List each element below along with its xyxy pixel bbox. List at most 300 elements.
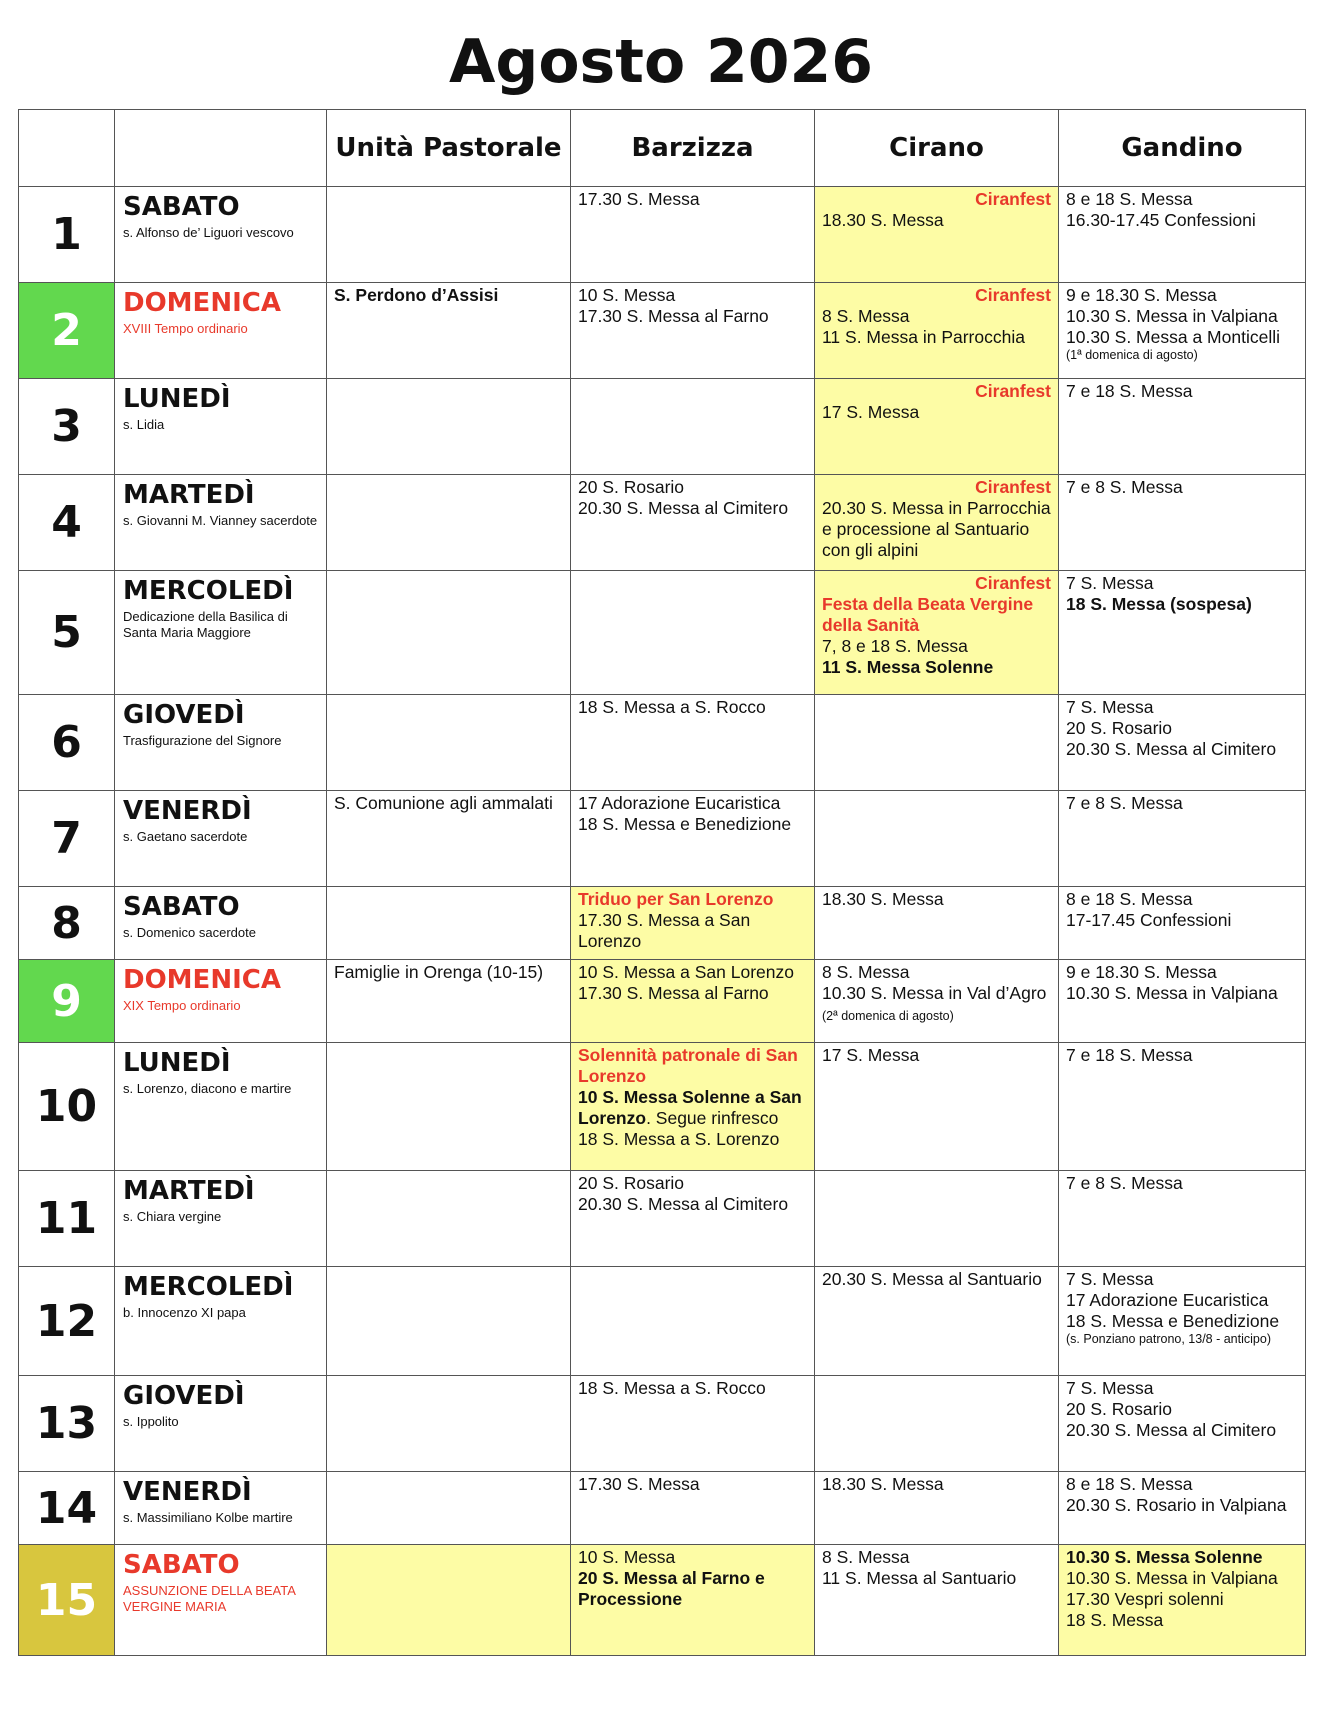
event-line: [1066, 1420, 1298, 1441]
cell-cirano: [815, 1545, 1059, 1656]
cell-up: [327, 379, 571, 475]
day-row: [19, 1472, 1306, 1545]
day-info: [115, 791, 327, 887]
event-line: [822, 889, 1051, 910]
cell-barzizza: [571, 1171, 815, 1267]
cell-cirano: [815, 1472, 1059, 1545]
event-text: 17.30 Vespri solenni: [1066, 1589, 1224, 1609]
cell-gandino: [1059, 1545, 1306, 1656]
event-line: [578, 814, 807, 835]
header-unita-pastorale: Unità Pastorale: [327, 110, 571, 187]
cell-barzizza: [571, 695, 815, 791]
event-line: [1066, 1045, 1298, 1066]
event-text: 18 S. Messa: [1066, 1610, 1164, 1630]
cell-gandino: [1059, 379, 1306, 475]
cell-barzizza: [571, 379, 815, 475]
event-line: [578, 697, 807, 718]
event-line: [1066, 697, 1298, 718]
event-text: Festa della Beata Vergine della Sanità: [822, 594, 1034, 635]
day-saint: XIX Tempo ordinario: [123, 998, 241, 1013]
day-number: 14: [19, 1472, 115, 1545]
cell-barzizza: [571, 187, 815, 283]
event-line: [1066, 573, 1298, 594]
day-number: 6: [19, 695, 115, 791]
day-name: DOMENICA: [123, 288, 281, 318]
event-text: 10.30 S. Messa in Valpiana: [1066, 1568, 1278, 1588]
event-text: 16.30-17.45 Confessioni: [1066, 210, 1256, 230]
day-row: [19, 283, 1306, 379]
event-tail: . Segue rinfresco: [646, 1108, 779, 1128]
cell-up: [327, 791, 571, 887]
cell-barzizza: [571, 283, 815, 379]
event-text: 20 S. Messa al Farno e Processione: [578, 1568, 765, 1609]
cell-gandino: [1059, 187, 1306, 283]
event-text: 18.30 S. Messa: [822, 1474, 944, 1494]
event-text: (s. Ponziano patrono, 13/8 - anticipo): [1066, 1332, 1271, 1346]
cell-up: [327, 1472, 571, 1545]
cell-gandino: [1059, 571, 1306, 695]
event-text: 20 S. Rosario: [1066, 718, 1173, 738]
day-saint: s. Lorenzo, diacono e martire: [123, 1081, 292, 1096]
day-number: 15: [19, 1545, 115, 1656]
day-info: [115, 187, 327, 283]
event-text: 17 Adorazione Eucaristica: [578, 793, 781, 813]
event-line: [822, 402, 1051, 423]
event-text: 18 S. Messa (sospesa): [1066, 594, 1252, 614]
day-name: SABATO: [123, 192, 240, 222]
cell-up: [327, 1267, 571, 1376]
event-text: Ciranfest: [975, 477, 1051, 497]
event-line: [1066, 718, 1298, 739]
event-line: [822, 983, 1051, 1025]
event-text: 8 e 18 S. Messa: [1066, 889, 1193, 909]
event-text: Ciranfest: [975, 285, 1051, 305]
event-text: 18 S. Messa a S. Lorenzo: [578, 1129, 780, 1149]
event-line: [822, 962, 1051, 983]
event-text: 10.30 S. Messa in Valpiana: [1066, 306, 1278, 326]
event-line: [822, 477, 1051, 498]
event-text: 17.30 S. Messa al Farno: [578, 306, 769, 326]
event-text: 20.30 S. Messa al Santuario: [822, 1269, 1042, 1289]
day-info: [115, 960, 327, 1043]
page-title: Agosto 2026: [448, 27, 874, 97]
day-info: [115, 695, 327, 791]
day-saint: s. Giovanni M. Vianney sacerdote: [123, 513, 318, 528]
event-line: [334, 962, 563, 983]
header-gandino: Gandino: [1059, 110, 1306, 187]
day-row: [19, 379, 1306, 475]
event-text: 18 S. Messa a S. Rocco: [578, 1378, 766, 1398]
day-saint: s. Chiara vergine: [123, 1209, 222, 1224]
cell-barzizza: [571, 571, 815, 695]
event-line: [822, 636, 1051, 657]
event-line: [578, 962, 807, 983]
day-saint: s. Ippolito: [123, 1414, 179, 1429]
day-row: [19, 1267, 1306, 1376]
event-line: [822, 657, 1051, 678]
cell-barzizza: [571, 1267, 815, 1376]
event-text: 17 Adorazione Eucaristica: [1066, 1290, 1269, 1310]
event-text: 10.30 S. Messa Solenne: [1066, 1547, 1263, 1567]
event-text: 17.30 S. Messa al Farno: [578, 983, 769, 1003]
event-line: [1066, 1568, 1298, 1589]
cell-up: [327, 571, 571, 695]
event-text: 7 e 8 S. Messa: [1066, 1173, 1183, 1193]
day-name: MARTEDÌ: [123, 1176, 255, 1206]
event-text: Ciranfest: [975, 381, 1051, 401]
event-text: 18.30 S. Messa: [822, 889, 944, 909]
event-line: [1066, 1474, 1298, 1495]
day-number: 1: [19, 187, 115, 283]
cell-gandino: [1059, 1267, 1306, 1376]
event-text: 20.30 S. Messa al Cimitero: [1066, 739, 1277, 759]
event-text: 10 S. Messa: [578, 1547, 676, 1567]
event-line: [822, 306, 1051, 327]
cell-up: [327, 1376, 571, 1472]
event-line: [578, 189, 807, 210]
event-text: 20.30 S. Messa al Cimitero: [578, 498, 789, 518]
day-number: 13: [19, 1376, 115, 1472]
event-line: [1066, 1547, 1298, 1568]
cell-cirano: [815, 379, 1059, 475]
event-text: 7 S. Messa: [1066, 1269, 1154, 1289]
day-info: [115, 1376, 327, 1472]
day-name: SABATO: [123, 892, 240, 922]
event-line: [578, 1045, 807, 1087]
event-text: Triduo per San Lorenzo: [578, 889, 774, 909]
event-line: [578, 1547, 807, 1568]
cell-gandino: [1059, 1043, 1306, 1171]
event-line: [1066, 1269, 1298, 1290]
event-text: 20.30 S. Messa al Cimitero: [1066, 1420, 1277, 1440]
cell-cirano: [815, 187, 1059, 283]
day-saint: Dedicazione della Basilica di Santa Maria Maggiore: [123, 609, 288, 640]
event-text: Famiglie in Orenga (10-15): [334, 962, 544, 982]
day-number: 2: [19, 283, 115, 379]
day-info: [115, 379, 327, 475]
event-text: 9 e 18.30 S. Messa: [1066, 962, 1217, 982]
event-line: [1066, 285, 1298, 306]
day-name: VENERDÌ: [123, 1477, 252, 1507]
day-info: [115, 571, 327, 695]
day-saint: Trasfigurazione del Signore: [123, 733, 282, 748]
cell-cirano: [815, 475, 1059, 571]
cell-cirano: [815, 1171, 1059, 1267]
event-line: [1066, 962, 1298, 983]
cell-gandino: [1059, 475, 1306, 571]
cell-gandino: [1059, 283, 1306, 379]
event-line: [1066, 594, 1298, 615]
calendar-table: [18, 109, 1306, 1656]
cell-cirano: [815, 1376, 1059, 1472]
day-number: 12: [19, 1267, 115, 1376]
cell-up: [327, 960, 571, 1043]
event-line: [822, 1269, 1051, 1290]
event-text: 17.30 S. Messa: [578, 1474, 700, 1494]
event-text: 10.30 S. Messa a Monticelli: [1066, 327, 1280, 347]
day-name: GIOVEDÌ: [123, 1381, 245, 1411]
event-text: 7, 8 e 18 S. Messa: [822, 636, 968, 656]
day-info: [115, 1043, 327, 1171]
cell-barzizza: [571, 887, 815, 960]
event-line: [578, 1378, 807, 1399]
event-text: 11 S. Messa Solenne: [822, 657, 994, 677]
cell-gandino: [1059, 960, 1306, 1043]
day-name: MERCOLEDÌ: [123, 1272, 294, 1302]
event-line: [578, 285, 807, 306]
event-text: 8 S. Messa: [822, 306, 910, 326]
event-line: [1066, 381, 1298, 402]
event-text: 20 S. Rosario: [1066, 1399, 1173, 1419]
cell-cirano: [815, 571, 1059, 695]
event-line: [822, 1045, 1051, 1066]
day-number: 4: [19, 475, 115, 571]
event-line: [1066, 348, 1298, 363]
event-line: [578, 793, 807, 814]
event-line: [822, 189, 1051, 210]
event-line: [1066, 1173, 1298, 1194]
header-barzizza: Barzizza: [571, 110, 815, 187]
event-line: [1066, 889, 1298, 910]
cell-up: [327, 187, 571, 283]
event-line: [334, 793, 563, 814]
day-saint: XVIII Tempo ordinario: [123, 321, 248, 336]
day-saint: s. Gaetano sacerdote: [123, 829, 248, 844]
event-line: [334, 285, 563, 306]
event-text: (1ª domenica di agosto): [1066, 348, 1198, 362]
day-number: 10: [19, 1043, 115, 1171]
event-line: [1066, 477, 1298, 498]
event-line: [822, 573, 1051, 594]
cell-up: [327, 1171, 571, 1267]
event-line: [578, 1568, 807, 1610]
day-row: [19, 571, 1306, 695]
day-name: SABATO: [123, 1550, 240, 1580]
day-info: [115, 1545, 327, 1656]
event-line: [578, 306, 807, 327]
event-text: 10.30 S. Messa in Valpiana: [1066, 983, 1278, 1003]
event-line: [1066, 210, 1298, 231]
day-name: MARTEDÌ: [123, 480, 255, 510]
event-text: 7 S. Messa: [1066, 573, 1154, 593]
cell-cirano: [815, 1043, 1059, 1171]
event-text: 18 S. Messa e Benedizione: [1066, 1311, 1280, 1331]
day-row: [19, 1171, 1306, 1267]
event-line: [578, 1129, 807, 1150]
event-text: 17.30 S. Messa: [578, 189, 700, 209]
day-row: [19, 887, 1306, 960]
event-line: [822, 498, 1051, 561]
event-text: 10 S. Messa Solenne a San Lorenzo: [578, 1087, 802, 1128]
event-text: 8 S. Messa: [822, 962, 910, 982]
event-line: [822, 327, 1051, 348]
day-row: [19, 475, 1306, 571]
event-text: 10.30 S. Messa in Val d’Agro: [822, 983, 1047, 1003]
event-text: 9 e 18.30 S. Messa: [1066, 285, 1217, 305]
cell-cirano: [815, 283, 1059, 379]
day-saint: b. Innocenzo XI papa: [123, 1305, 246, 1320]
day-row: [19, 1376, 1306, 1472]
event-text: 18 S. Messa e Benedizione: [578, 814, 792, 834]
event-line: [1066, 983, 1298, 1004]
cell-barzizza: [571, 1043, 815, 1171]
cell-barzizza: [571, 1545, 815, 1656]
event-text: 17-17.45 Confessioni: [1066, 910, 1232, 930]
day-row: [19, 791, 1306, 887]
event-line: [1066, 793, 1298, 814]
day-name: LUNEDÌ: [123, 1048, 231, 1078]
event-text: 11 S. Messa in Parrocchia: [822, 327, 1025, 347]
event-text: 17 S. Messa: [822, 402, 920, 422]
event-line: [1066, 1311, 1298, 1332]
cell-barzizza: [571, 1376, 815, 1472]
event-text: 18.30 S. Messa: [822, 210, 944, 230]
event-text: 8 e 18 S. Messa: [1066, 1474, 1193, 1494]
day-name: LUNEDÌ: [123, 384, 231, 414]
event-line: [578, 1474, 807, 1495]
cell-up: [327, 695, 571, 791]
event-line: [1066, 739, 1298, 760]
event-line: [1066, 910, 1298, 931]
cell-cirano: [815, 791, 1059, 887]
event-line: [578, 477, 807, 498]
header-row: [19, 110, 1306, 187]
event-line: [822, 1474, 1051, 1495]
event-text: 20.30 S. Messa al Cimitero: [578, 1194, 789, 1214]
day-saint: s. Alfonso de’ Liguori vescovo: [123, 225, 294, 240]
cell-barzizza: [571, 475, 815, 571]
header-day: [115, 110, 327, 187]
day-name: DOMENICA: [123, 965, 281, 995]
cell-gandino: [1059, 695, 1306, 791]
event-text: 7 e 18 S. Messa: [1066, 1045, 1193, 1065]
event-text: 7 S. Messa: [1066, 1378, 1154, 1398]
event-text: 20.30 S. Rosario in Valpiana: [1066, 1495, 1287, 1515]
event-text: 18 S. Messa a S. Rocco: [578, 697, 766, 717]
day-info: [115, 887, 327, 960]
event-text: 17.30 S. Messa a San Lorenzo: [578, 910, 751, 951]
day-number: 8: [19, 887, 115, 960]
cell-barzizza: [571, 960, 815, 1043]
event-text: 10 S. Messa: [578, 285, 676, 305]
event-line: [578, 1087, 807, 1129]
event-line: [822, 1547, 1051, 1568]
cell-cirano: [815, 1267, 1059, 1376]
event-line: [578, 1173, 807, 1194]
cell-up: [327, 887, 571, 960]
day-number: 11: [19, 1171, 115, 1267]
event-text: 11 S. Messa al Santuario: [822, 1568, 1017, 1588]
day-row: [19, 695, 1306, 791]
day-number: 9: [19, 960, 115, 1043]
day-saint: s. Lidia: [123, 417, 165, 432]
event-text: 20 S. Rosario: [578, 1173, 685, 1193]
cell-cirano: [815, 887, 1059, 960]
event-text: 7 e 8 S. Messa: [1066, 793, 1183, 813]
event-line: [822, 594, 1051, 636]
day-row: [19, 1043, 1306, 1171]
cell-gandino: [1059, 1171, 1306, 1267]
day-info: [115, 1267, 327, 1376]
event-line: [578, 889, 807, 910]
event-line: [1066, 327, 1298, 348]
event-line: [1066, 306, 1298, 327]
event-line: [1066, 1495, 1298, 1516]
event-text: S. Comunione agli ammalati: [334, 793, 553, 813]
event-text: S. Perdono d’Assisi: [334, 285, 499, 305]
event-line: [822, 210, 1051, 231]
event-line: [578, 1194, 807, 1215]
day-saint: s. Domenico sacerdote: [123, 925, 256, 940]
event-line: [1066, 1378, 1298, 1399]
event-line: [1066, 189, 1298, 210]
event-text: 8 e 18 S. Messa: [1066, 189, 1193, 209]
cell-cirano: [815, 695, 1059, 791]
day-info: [115, 283, 327, 379]
day-name: VENERDÌ: [123, 796, 252, 826]
day-info: [115, 1171, 327, 1267]
day-number: 7: [19, 791, 115, 887]
day-info: [115, 475, 327, 571]
event-text: 10 S. Messa a San Lorenzo: [578, 962, 794, 982]
event-text: 17 S. Messa: [822, 1045, 920, 1065]
day-row: [19, 187, 1306, 283]
cell-barzizza: [571, 1472, 815, 1545]
day-name: GIOVEDÌ: [123, 700, 245, 730]
event-line: [1066, 1610, 1298, 1631]
event-text: 8 S. Messa: [822, 1547, 910, 1567]
event-text: 20 S. Rosario: [578, 477, 685, 497]
event-line: [1066, 1589, 1298, 1610]
cell-up: [327, 1545, 571, 1656]
event-text: Ciranfest: [975, 573, 1051, 593]
event-text: Ciranfest: [975, 189, 1051, 209]
day-number: 5: [19, 571, 115, 695]
event-text: 7 e 8 S. Messa: [1066, 477, 1183, 497]
cell-cirano: [815, 960, 1059, 1043]
event-line: [1066, 1332, 1298, 1347]
cell-gandino: [1059, 887, 1306, 960]
event-line: [822, 1568, 1051, 1589]
event-text: Solennità patronale di San Lorenzo: [578, 1045, 798, 1086]
event-line: [578, 983, 807, 1004]
cell-up: [327, 1043, 571, 1171]
event-text: 7 S. Messa: [1066, 697, 1154, 717]
cell-barzizza: [571, 791, 815, 887]
header-num: [19, 110, 115, 187]
day-row: [19, 960, 1306, 1043]
cell-up: [327, 283, 571, 379]
event-line: [578, 910, 807, 952]
event-note: (2ª domenica di agosto): [822, 1009, 954, 1023]
cell-up: [327, 475, 571, 571]
day-saint: ASSUNZIONE DELLA BEATA VERGINE MARIA: [123, 1583, 296, 1614]
event-line: [1066, 1399, 1298, 1420]
event-line: [822, 285, 1051, 306]
event-text: 7 e 18 S. Messa: [1066, 381, 1193, 401]
event-line: [1066, 1290, 1298, 1311]
cell-gandino: [1059, 1472, 1306, 1545]
header-cirano: Cirano: [815, 110, 1059, 187]
cell-gandino: [1059, 1376, 1306, 1472]
day-saint: s. Massimiliano Kolbe martire: [123, 1510, 293, 1525]
day-info: [115, 1472, 327, 1545]
event-line: [578, 498, 807, 519]
cell-gandino: [1059, 791, 1306, 887]
event-text: 20.30 S. Messa in Parrocchia e processione al Santuario con gli alpini: [822, 498, 1051, 560]
event-line: [822, 381, 1051, 402]
day-name: MERCOLEDÌ: [123, 576, 294, 606]
